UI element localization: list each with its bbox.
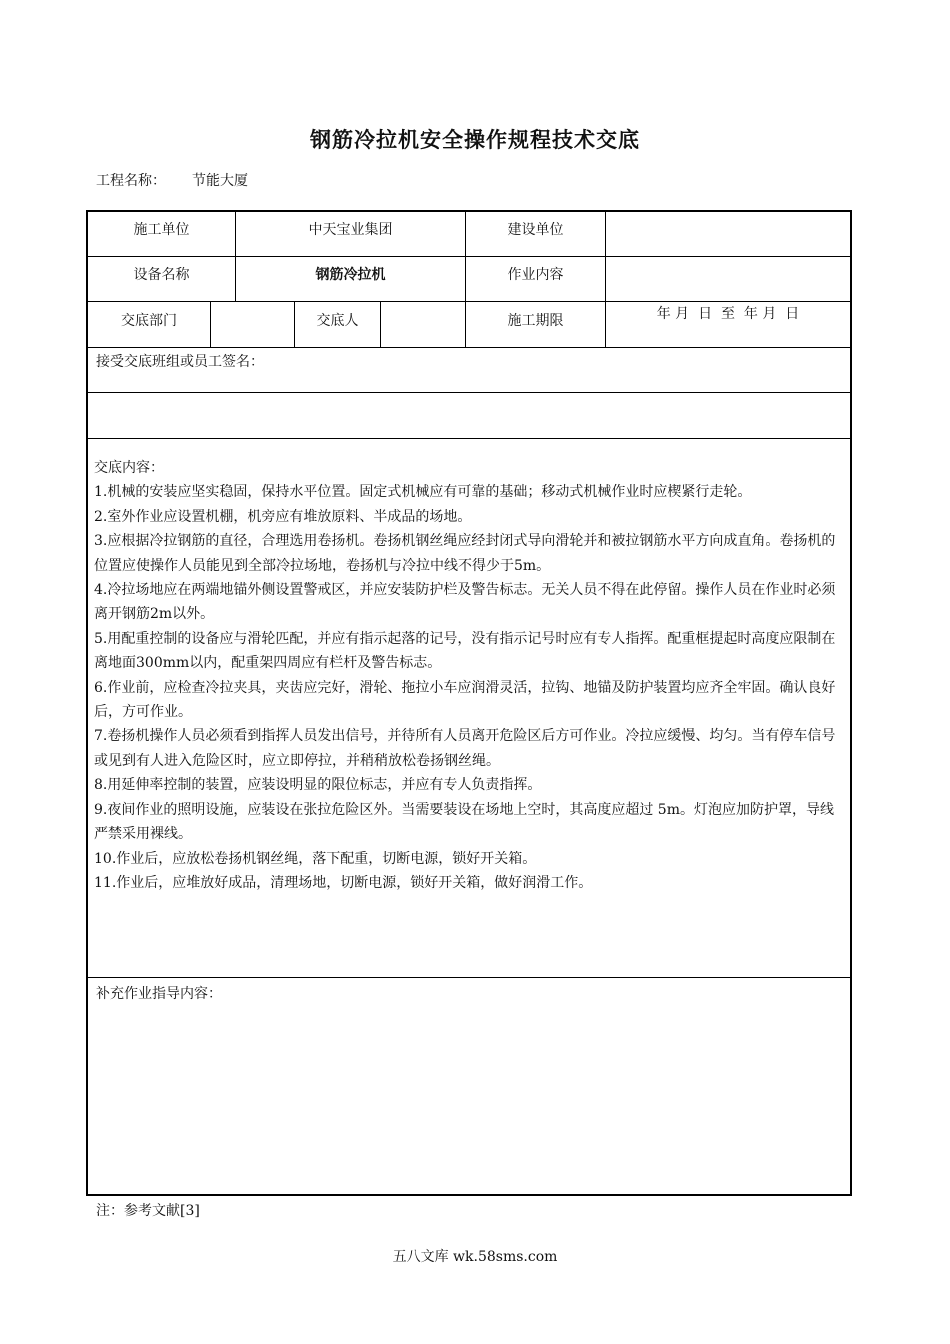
- row-divider: [87, 438, 851, 439]
- row-divider: [87, 977, 851, 978]
- person-label: 交底人: [316, 313, 359, 329]
- list-item: 2.室外作业应设置机棚，机旁应有堆放原料、半成品的场地。: [94, 508, 472, 525]
- project-name-row: [96, 170, 248, 190]
- period-value: 年 月 日 至 年 月 日: [656, 306, 800, 322]
- equipment-label: 设备名称: [133, 267, 190, 283]
- col-divider: [605, 211, 606, 347]
- project-name-value: 节能大厦: [192, 173, 248, 189]
- signature-label: 接受交底班组或员工签名：: [96, 354, 264, 370]
- col-divider: [380, 301, 381, 347]
- dept-label: 交底部门: [121, 313, 177, 329]
- list-item: 9.夜间作业的照明设施，应装设在张拉危险区外。当需要装设在场地上空时，其高度应超过 5m。灯泡应加防护罩，导线严禁采用裸线。: [94, 801, 834, 843]
- list-item: 11.作业后，应堆放好成品，清理场地，切断电源，锁好开关箱，做好润滑工作。: [94, 874, 593, 891]
- row-divider: [87, 301, 851, 302]
- col-divider: [210, 301, 211, 347]
- row-divider: [87, 392, 851, 393]
- equipment-value: 钢筋冷拉机: [315, 267, 386, 283]
- owner-unit-label: 建设单位: [507, 222, 564, 238]
- period-label: 施工期限: [507, 313, 564, 329]
- construction-unit-value: 中天宝业集团: [308, 222, 393, 238]
- list-item: 4.冷拉场地应在两端地锚外侧设置警戒区，并应安装防护栏及警告标志。无关人员不得在此停留。操作人员在作业时必须离开钢筋2m以外。: [94, 582, 836, 623]
- list-item: 10.作业后，应放松卷扬机钢丝绳，落下配重，切断电源，锁好开关箱。: [94, 850, 537, 867]
- footer-watermark: 五八文库 wk.58sms.com: [392, 1249, 558, 1265]
- list-item: 6.作业前，应检查冷拉夹具，夹齿应完好，滑轮、拖拉小车应润滑灵活，拉钩、地锚及防护装置均应齐全牢固。确认良好后，方可作业。: [94, 679, 836, 721]
- disclosure-content: [94, 456, 846, 895]
- supplement-label: 补充作业指导内容：: [96, 986, 222, 1002]
- list-item: 3.应根据冷拉钢筋的直径，合理选用卷扬机。卷扬机钢丝绳应经封闭式导向滑轮并和被拉钢筋水平方向成直角。卷扬机的位置应使操作人员能见到全部冷拉场地，卷扬机与冷拉中线不得少于5m。: [94, 533, 836, 574]
- project-name-label: 工程名称：: [96, 173, 166, 189]
- page-title: 钢筋冷拉机安全操作规程技术交底: [310, 128, 640, 152]
- row-divider: [87, 256, 851, 257]
- content-label: 交底内容：: [94, 460, 164, 476]
- reference-note: 注：参考文献[3]: [96, 1203, 200, 1219]
- list-item: 7.卷扬机操作人员必须看到指挥人员发出信号，并待所有人员离开危险区后方可作业。冷拉应缓慢、均匀。当有停车信号或见到有人进入危险区时，应立即停拉，并稍稍放松卷扬钢丝绳。: [94, 728, 836, 769]
- list-item: 5.用配重控制的设备应与滑轮匹配，并应有指示起落的记号，没有指示记号时应有专人指挥。配重框提起时高度应限制在离地面300mm以内，配重架四周应有栏杆及警告标志。: [94, 630, 836, 672]
- work-content-label: 作业内容: [507, 267, 564, 283]
- list-item: 8.用延伸率控制的装置，应装设明显的限位标志，并应有专人负责指挥。: [94, 777, 542, 794]
- row-divider: [87, 347, 851, 348]
- list-item: 1.机械的安装应坚实稳固，保持水平位置。固定式机械应有可靠的基础；移动式机械作业时应楔紧行走轮。: [94, 484, 752, 501]
- construction-unit-label: 施工单位: [133, 222, 190, 238]
